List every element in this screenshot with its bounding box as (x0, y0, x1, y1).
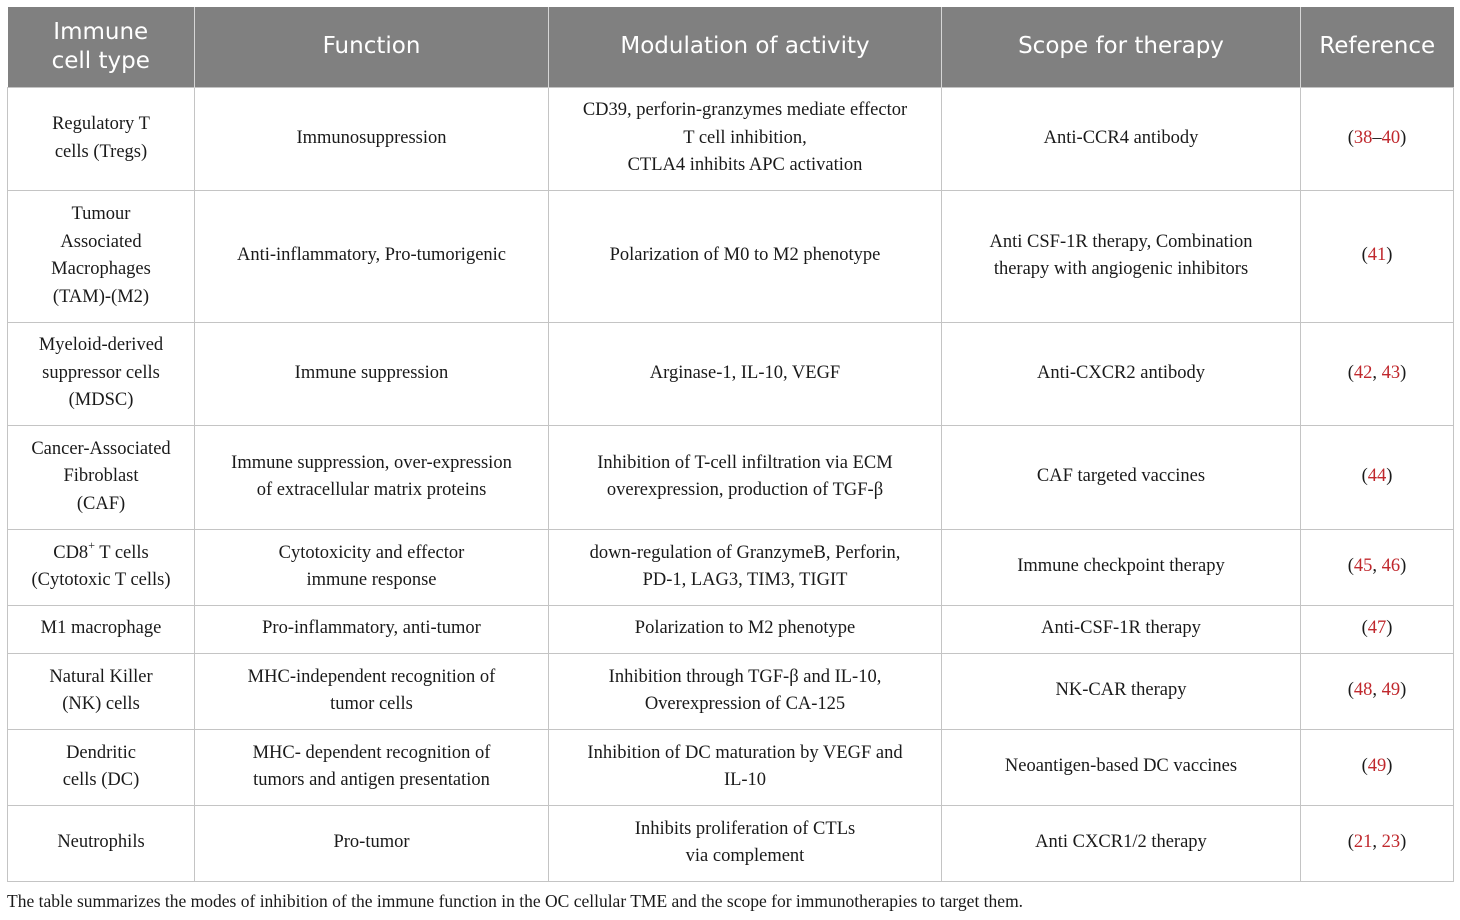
therapy-cell (942, 425, 1301, 529)
cell-type-cell (8, 87, 195, 190)
reference-open-paren: ( (1347, 127, 1354, 148)
cell-line: Polarization to M2 phenotype (634, 618, 856, 639)
cell-line: T cell inhibition, (683, 127, 807, 148)
therapy-cell (942, 653, 1301, 729)
reference-close-paren: ) (1400, 680, 1407, 701)
cell-line: Tumour (71, 204, 131, 224)
cell-type-cell (8, 653, 195, 729)
header-line: Immune (53, 18, 149, 45)
citation-link[interactable]: 42 (1353, 362, 1373, 383)
cell-line: Neoantigen-based DC vaccines (1004, 756, 1238, 777)
cell-line: MHC- dependent recognition of (252, 742, 491, 763)
modulation-cell (549, 190, 942, 322)
reference-open-paren: ( (1347, 832, 1354, 853)
modulation-cell (549, 87, 942, 190)
cell-line: Inhibition of T-cell infiltration via ECM (597, 452, 893, 473)
reference-open-paren: ( (1361, 245, 1368, 266)
cell-line: tumor cells (330, 694, 413, 714)
cell-line: CTLA4 inhibits APC activation (627, 155, 863, 176)
citation-separator: – (1372, 127, 1382, 148)
table-container (7, 7, 1453, 882)
function-cell (195, 805, 549, 881)
modulation-cell (549, 322, 942, 425)
cell-type-cell (8, 190, 195, 322)
header-scope-for-therapy (942, 7, 1301, 87)
reference-cell (1301, 653, 1454, 729)
cell-line: via complement (685, 846, 805, 866)
cell-line: M1 macrophage (40, 618, 162, 639)
citation-link[interactable]: 23 (1381, 832, 1401, 853)
citation-separator: , (1372, 362, 1382, 383)
cell-line: overexpression, production of TGF-β (606, 480, 884, 500)
reference-open-paren: ( (1361, 756, 1368, 777)
reference-open-paren: ( (1361, 618, 1368, 639)
therapy-cell (942, 190, 1301, 322)
function-cell (195, 653, 549, 729)
reference-cell (1301, 529, 1454, 605)
reference-open-paren: ( (1347, 362, 1354, 383)
reference-close-paren: ) (1386, 756, 1393, 777)
table-row (8, 87, 1454, 190)
cell-line: Associated (60, 231, 142, 252)
therapy-cell (942, 605, 1301, 653)
cell-line: Immune suppression (294, 362, 449, 383)
therapy-cell (942, 729, 1301, 805)
cell-line: of extracellular matrix proteins (256, 480, 487, 500)
cell-line: Anti CXCR1/2 therapy (1035, 832, 1207, 853)
cell-line: CD39, perforin-granzymes mediate effector (582, 100, 908, 121)
reference-cell (1301, 729, 1454, 805)
reference-open-paren: ( (1361, 466, 1368, 487)
cell-line: Cancer-Associated (31, 438, 171, 459)
reference-close-paren: ) (1400, 832, 1407, 853)
therapy-cell (942, 87, 1301, 190)
reference-cell (1301, 605, 1454, 653)
cell-line: cells (DC) (62, 770, 140, 790)
cell-line: down-regulation of GranzymeB, Perforin, (589, 542, 901, 563)
cell-line: Overexpression of CA-125 (644, 694, 846, 714)
modulation-cell (549, 653, 942, 729)
cell-line: Inhibition through TGF-β and IL-10, (608, 666, 882, 687)
citation-link[interactable]: 44 (1367, 466, 1387, 487)
cell-line: Anti-CCR4 antibody (1043, 127, 1199, 148)
table-row (8, 805, 1454, 881)
cell-line: Pro-tumor (333, 832, 410, 853)
reference-open-paren: ( (1347, 556, 1354, 577)
cell-line: CAF targeted vaccines (1036, 466, 1206, 487)
citation-link[interactable]: 48 (1353, 680, 1373, 701)
cell-line: NK-CAR therapy (1055, 680, 1187, 701)
function-cell (195, 529, 549, 605)
function-cell (195, 87, 549, 190)
cell-line: Fibroblast (63, 466, 139, 487)
cell-line: Natural Killer (49, 666, 153, 687)
cell-type-cell (8, 729, 195, 805)
cell-line: PD-1, LAG3, TIM3, TIGIT (642, 570, 848, 590)
function-cell (195, 322, 549, 425)
citation-link[interactable]: 46 (1381, 556, 1401, 577)
table-row (8, 322, 1454, 425)
cell-line: Anti CSF-1R therapy, Combination (989, 231, 1253, 252)
table-row (8, 190, 1454, 322)
cell-line: Myeloid-derived (38, 335, 164, 356)
modulation-cell (549, 529, 942, 605)
cell-line: Neutrophils (57, 832, 145, 853)
cell-line: Anti-CXCR2 antibody (1036, 362, 1206, 383)
cell-line: immune response (306, 570, 437, 590)
header-line: Function (322, 33, 421, 60)
cell-line: (MDSC) (68, 390, 134, 411)
table-row (8, 529, 1454, 605)
citation-link[interactable]: 38 (1353, 127, 1373, 148)
modulation-cell (549, 729, 942, 805)
cell-line: Macrophages (51, 259, 151, 279)
citation-link[interactable]: 21 (1353, 832, 1373, 853)
function-cell (195, 729, 549, 805)
table-body (8, 87, 1454, 881)
cell-line: therapy with angiogenic inhibitors (993, 259, 1249, 279)
therapy-cell (942, 529, 1301, 605)
cell-line: (Cytotoxic T cells) (31, 570, 171, 590)
cell-line: Inhibits proliferation of CTLs (634, 818, 856, 839)
therapy-cell (942, 322, 1301, 425)
reference-close-paren: ) (1400, 362, 1407, 383)
modulation-cell (549, 425, 942, 529)
citation-separator: , (1372, 680, 1382, 701)
modulation-cell (549, 605, 942, 653)
citation-link[interactable]: 49 (1381, 680, 1401, 701)
cell-line: Immune checkpoint therapy (1017, 556, 1225, 577)
header-modulation-of-activity (549, 7, 942, 87)
reference-close-paren: ) (1386, 618, 1393, 639)
reference-cell (1301, 322, 1454, 425)
cell-line: suppressor cells (42, 362, 160, 383)
cell-line: (CAF) (76, 493, 126, 514)
citation-link[interactable]: 43 (1381, 362, 1401, 383)
cell-line: Regulatory T (52, 114, 150, 134)
reference-close-paren: ) (1400, 556, 1407, 577)
header-immune-cell-type (8, 7, 195, 87)
header-line: Reference (1319, 33, 1436, 60)
cell-line: tumors and antigen presentation (253, 770, 490, 790)
reference-cell (1301, 425, 1454, 529)
cell-line: MHC-independent recognition of (247, 666, 496, 687)
cell-line: cells (Tregs) (54, 141, 148, 162)
cell-line: Pro-inflammatory, anti-tumor (262, 618, 481, 639)
cell-type-cell (8, 605, 195, 653)
cell-line: Dendritic (66, 742, 136, 763)
cell-line: Polarization of M0 to M2 phenotype (609, 245, 881, 266)
cell-line: (NK) cells (62, 694, 140, 714)
table-caption: The table summarizes the modes of inhibition of the immune function in the OC cellular TME and the scope for immunotherapies to target them. (7, 891, 1024, 911)
cell-line: Immune suppression, over-expression (231, 452, 512, 473)
cell-line: Inhibition of DC maturation by VEGF and (587, 742, 903, 763)
header-function (195, 7, 549, 87)
modulation-cell (549, 805, 942, 881)
reference-close-paren: ) (1400, 127, 1407, 148)
citation-link[interactable]: 45 (1353, 556, 1373, 577)
cell-type-cell (8, 805, 195, 881)
header-line: Scope for therapy (1018, 33, 1224, 60)
cell-type-cell (8, 529, 195, 605)
table-row (8, 605, 1454, 653)
reference-close-paren: ) (1386, 466, 1393, 487)
table-row (8, 653, 1454, 729)
cell-line: Anti-CSF-1R therapy (1041, 618, 1201, 639)
cell-line: CD8+ T cells (53, 538, 149, 563)
superscript-plus: + (88, 538, 95, 553)
header-line: cell type (51, 47, 150, 74)
cell-type-cell (8, 322, 195, 425)
cell-line: Cytotoxicity and effector (278, 542, 465, 563)
function-cell (195, 190, 549, 322)
citation-separator: , (1372, 832, 1382, 853)
citation-link[interactable]: 41 (1367, 245, 1387, 266)
header-line: Modulation of activity (620, 33, 870, 60)
reference-open-paren: ( (1347, 680, 1354, 701)
reference-close-paren: ) (1386, 245, 1393, 266)
cell-type-cell (8, 425, 195, 529)
citation-link[interactable]: 47 (1367, 618, 1387, 639)
cell-line: Arginase-1, IL-10, VEGF (649, 362, 841, 383)
immune-cell-table (7, 7, 1454, 882)
citation-link[interactable]: 40 (1381, 127, 1401, 148)
therapy-cell (942, 805, 1301, 881)
table-row (8, 729, 1454, 805)
reference-cell (1301, 87, 1454, 190)
reference-cell (1301, 190, 1454, 322)
table-row (8, 425, 1454, 529)
cell-line: Immunosuppression (296, 127, 447, 148)
header-reference (1301, 7, 1454, 87)
reference-cell (1301, 805, 1454, 881)
function-cell (195, 605, 549, 653)
cell-line: IL-10 (723, 770, 767, 790)
citation-link[interactable]: 49 (1367, 756, 1387, 777)
citation-separator: , (1372, 556, 1382, 577)
table-header-row (8, 7, 1454, 87)
cell-line: (TAM)-(M2) (52, 286, 150, 307)
function-cell (195, 425, 549, 529)
cell-line: Anti-inflammatory, Pro-tumorigenic (236, 245, 507, 266)
